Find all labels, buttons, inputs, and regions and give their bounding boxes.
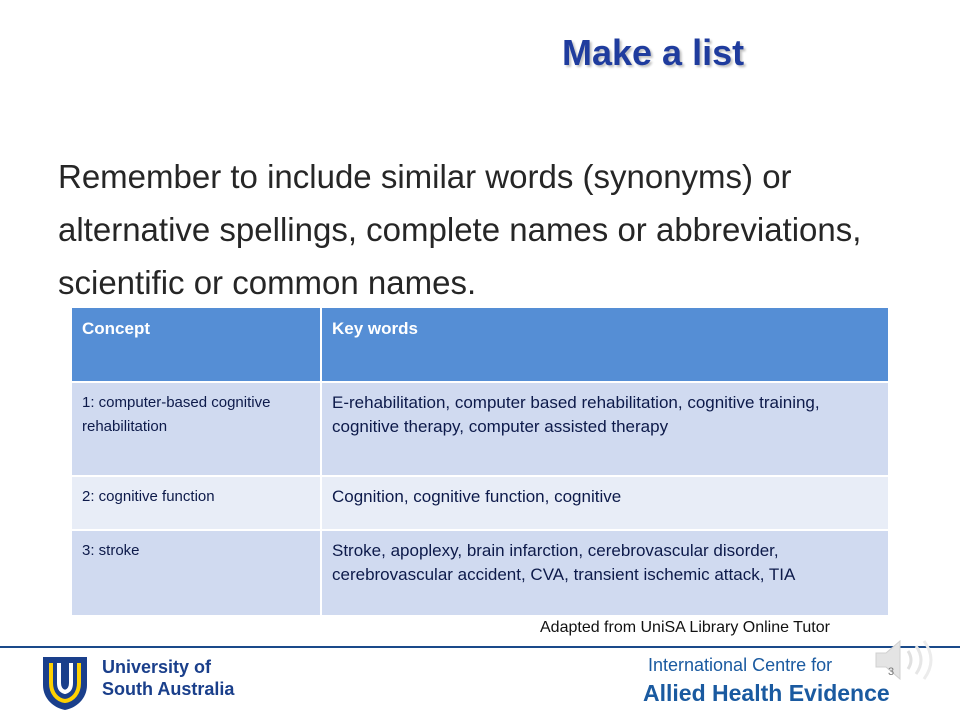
concept-cell: 3: stroke (71, 530, 321, 616)
table-header-row (71, 307, 889, 382)
university-name-line1: University of (102, 657, 212, 677)
keywords-cell: Cognition, cognitive function, cognitive (321, 476, 889, 530)
centre-name-line2: Allied Health Evidence (643, 680, 890, 706)
university-name (102, 656, 234, 700)
header-key-words: Key words (321, 307, 889, 382)
slide-body-text: Remember to include similar words (synonyms) or alternative spellings, complete names or abbreviations, scientific or common names. (58, 158, 862, 301)
slide-title: Make a list (562, 32, 745, 73)
speaker-icon[interactable] (872, 636, 938, 684)
university-name-line2: South Australia (102, 679, 235, 699)
header-concept: Concept (71, 307, 321, 382)
unisa-logo-icon (40, 655, 90, 711)
concept-cell: 1: computer-based cognitive rehabilitation (71, 382, 321, 476)
slide-number: 3 (888, 666, 895, 678)
footer-divider (0, 646, 960, 648)
table-row (71, 476, 889, 530)
source-credit: Adapted from UniSA Library Online Tutor (540, 619, 830, 636)
table-row (71, 382, 889, 476)
keywords-table (70, 306, 890, 617)
centre-name-line1: International Centre for (648, 655, 833, 675)
keywords-cell: E-rehabilitation, computer based rehabilitation, cognitive training, cognitive therapy, computer assisted therapy (321, 382, 889, 476)
table-row (71, 530, 889, 616)
keywords-cell: Stroke, apoplexy, brain infarction, cerebrovascular disorder, cerebrovascular accident, CVA, transient ischemic attack, TIA (321, 530, 889, 616)
concept-cell: 2: cognitive function (71, 476, 321, 530)
